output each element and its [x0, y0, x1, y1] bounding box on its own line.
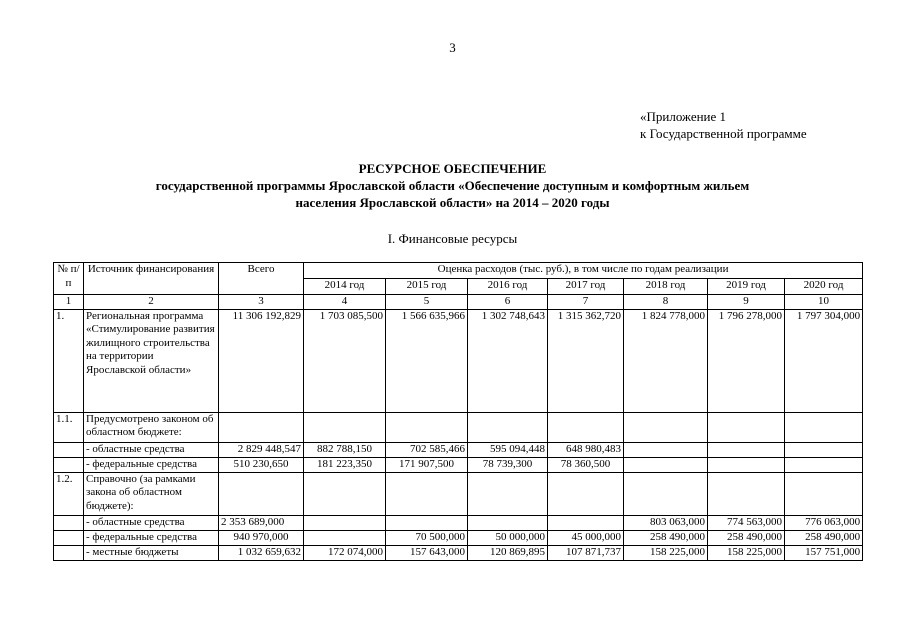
financial-resources-table [53, 262, 863, 561]
row-source: - областные средства [84, 515, 219, 530]
row-value: 157 643,000 [386, 545, 468, 560]
row-source: - областные средства [84, 442, 219, 457]
row-value: 776 063,000 [785, 515, 863, 530]
page-number: 3 [449, 40, 456, 55]
row-source: Справочно (за рамками закона об областном бюджете): [84, 472, 219, 515]
row-source: - федеральные средства [84, 530, 219, 545]
row-value [708, 472, 785, 515]
row-num [54, 530, 84, 545]
appendix-note [640, 108, 807, 142]
header-year: 2018 год [624, 279, 708, 295]
header-year: 2019 год [708, 279, 785, 295]
row-value [548, 412, 624, 442]
row-value [785, 472, 863, 515]
column-number: 10 [785, 295, 863, 310]
row-total: 1 032 659,632 [219, 545, 304, 560]
row-value [304, 530, 386, 545]
row-value: 120 869,895 [468, 545, 548, 560]
row-value: 595 094,448 [468, 442, 548, 457]
row-value [624, 412, 708, 442]
row-value: 258 490,000 [785, 530, 863, 545]
header-year: 2016 год [468, 279, 548, 295]
row-value: 774 563,000 [708, 515, 785, 530]
row-value [548, 472, 624, 515]
column-number: 3 [219, 295, 304, 310]
row-total: 940 970,000 [219, 530, 304, 545]
row-value [785, 412, 863, 442]
column-number-row [54, 295, 863, 310]
row-value [468, 412, 548, 442]
row-value: 1 566 635,966 [386, 309, 468, 412]
row-total: 11 306 192,829 [219, 309, 304, 412]
row-value: 258 490,000 [708, 530, 785, 545]
row-num [54, 457, 84, 472]
title-line-2: государственной программы Ярославской области «Обеспечение доступным и комфортным жильем [155, 178, 750, 193]
row-source: Региональная программа «Стимулирование развития жилищного строительства на территории Ярославской области» [84, 309, 219, 412]
header-year: 2020 год [785, 279, 863, 295]
row-value: 70 500,000 [386, 530, 468, 545]
row-value: 157 751,000 [785, 545, 863, 560]
header-num: № п/п [54, 263, 84, 295]
row-value [708, 442, 785, 457]
row-total: 510 230,650 [219, 457, 304, 472]
row-value: 158 225,000 [624, 545, 708, 560]
row-value: 45 000,000 [548, 530, 624, 545]
row-value: 648 980,483 [548, 442, 624, 457]
row-value [624, 457, 708, 472]
table-row [54, 309, 863, 412]
row-num: 1.1. [54, 412, 84, 442]
row-value [785, 457, 863, 472]
row-value [304, 515, 386, 530]
row-num [54, 515, 84, 530]
row-value [304, 412, 386, 442]
title-line-3: населения Ярославской области» на 2014 – 2020 годы [295, 195, 610, 210]
row-total: 2 353 689,000 [219, 515, 304, 530]
section-title: I. Финансовые ресурсы [387, 231, 518, 246]
table-row [54, 472, 863, 515]
row-value [708, 412, 785, 442]
column-number: 5 [386, 295, 468, 310]
row-total [219, 412, 304, 442]
column-number: 8 [624, 295, 708, 310]
column-number: 1 [54, 295, 84, 310]
row-value: 1 302 748,643 [468, 309, 548, 412]
row-value [304, 472, 386, 515]
row-value: 181 223,350 [304, 457, 386, 472]
column-number: 7 [548, 295, 624, 310]
row-value: 78 739,300 [468, 457, 548, 472]
row-value: 1 315 362,720 [548, 309, 624, 412]
row-value [708, 457, 785, 472]
header-year: 2014 год [304, 279, 386, 295]
table-row [54, 412, 863, 442]
header-estimate: Оценка расходов (тыс. руб.), в том числе по годам реализации [304, 263, 863, 279]
row-value: 1 824 778,000 [624, 309, 708, 412]
document-title [0, 160, 905, 211]
row-value: 803 063,000 [624, 515, 708, 530]
row-value [386, 515, 468, 530]
row-num: 1.2. [54, 472, 84, 515]
row-value: 158 225,000 [708, 545, 785, 560]
row-num: 1. [54, 309, 84, 412]
row-source: - местные бюджеты [84, 545, 219, 560]
row-value: 1 797 304,000 [785, 309, 863, 412]
row-value: 258 490,000 [624, 530, 708, 545]
row-value: 882 788,150 [304, 442, 386, 457]
header-year: 2015 год [386, 279, 468, 295]
row-value: 50 000,000 [468, 530, 548, 545]
column-number: 6 [468, 295, 548, 310]
row-total [219, 472, 304, 515]
header-total: Всего [219, 263, 304, 295]
row-value: 171 907,500 [386, 457, 468, 472]
row-value: 107 871,737 [548, 545, 624, 560]
row-value: 1 703 085,500 [304, 309, 386, 412]
column-number: 9 [708, 295, 785, 310]
header-row [54, 263, 863, 279]
row-value [468, 472, 548, 515]
table-row [54, 545, 863, 560]
header-source: Источник финансирования [84, 263, 219, 295]
row-value [468, 515, 548, 530]
row-num [54, 545, 84, 560]
row-value [624, 442, 708, 457]
row-value [548, 515, 624, 530]
header-year: 2017 год [548, 279, 624, 295]
row-source: - федеральные средства [84, 457, 219, 472]
row-value: 702 585,466 [386, 442, 468, 457]
row-value: 172 074,000 [304, 545, 386, 560]
appendix-line-1: «Приложение 1 [640, 109, 727, 124]
table-row [54, 457, 863, 472]
column-number: 4 [304, 295, 386, 310]
row-value: 1 796 278,000 [708, 309, 785, 412]
row-value [386, 412, 468, 442]
row-total: 2 829 448,547 [219, 442, 304, 457]
row-value [785, 442, 863, 457]
row-source: Предусмотрено законом об областном бюджете: [84, 412, 219, 442]
row-num [54, 442, 84, 457]
row-value [386, 472, 468, 515]
appendix-line-2: к Государственной программе [640, 126, 807, 141]
column-number: 2 [84, 295, 219, 310]
table-row [54, 442, 863, 457]
table-row [54, 515, 863, 530]
title-line-1: РЕСУРСНОЕ ОБЕСПЕЧЕНИЕ [358, 161, 547, 176]
row-value: 78 360,500 [548, 457, 624, 472]
row-value [624, 472, 708, 515]
table-row [54, 530, 863, 545]
